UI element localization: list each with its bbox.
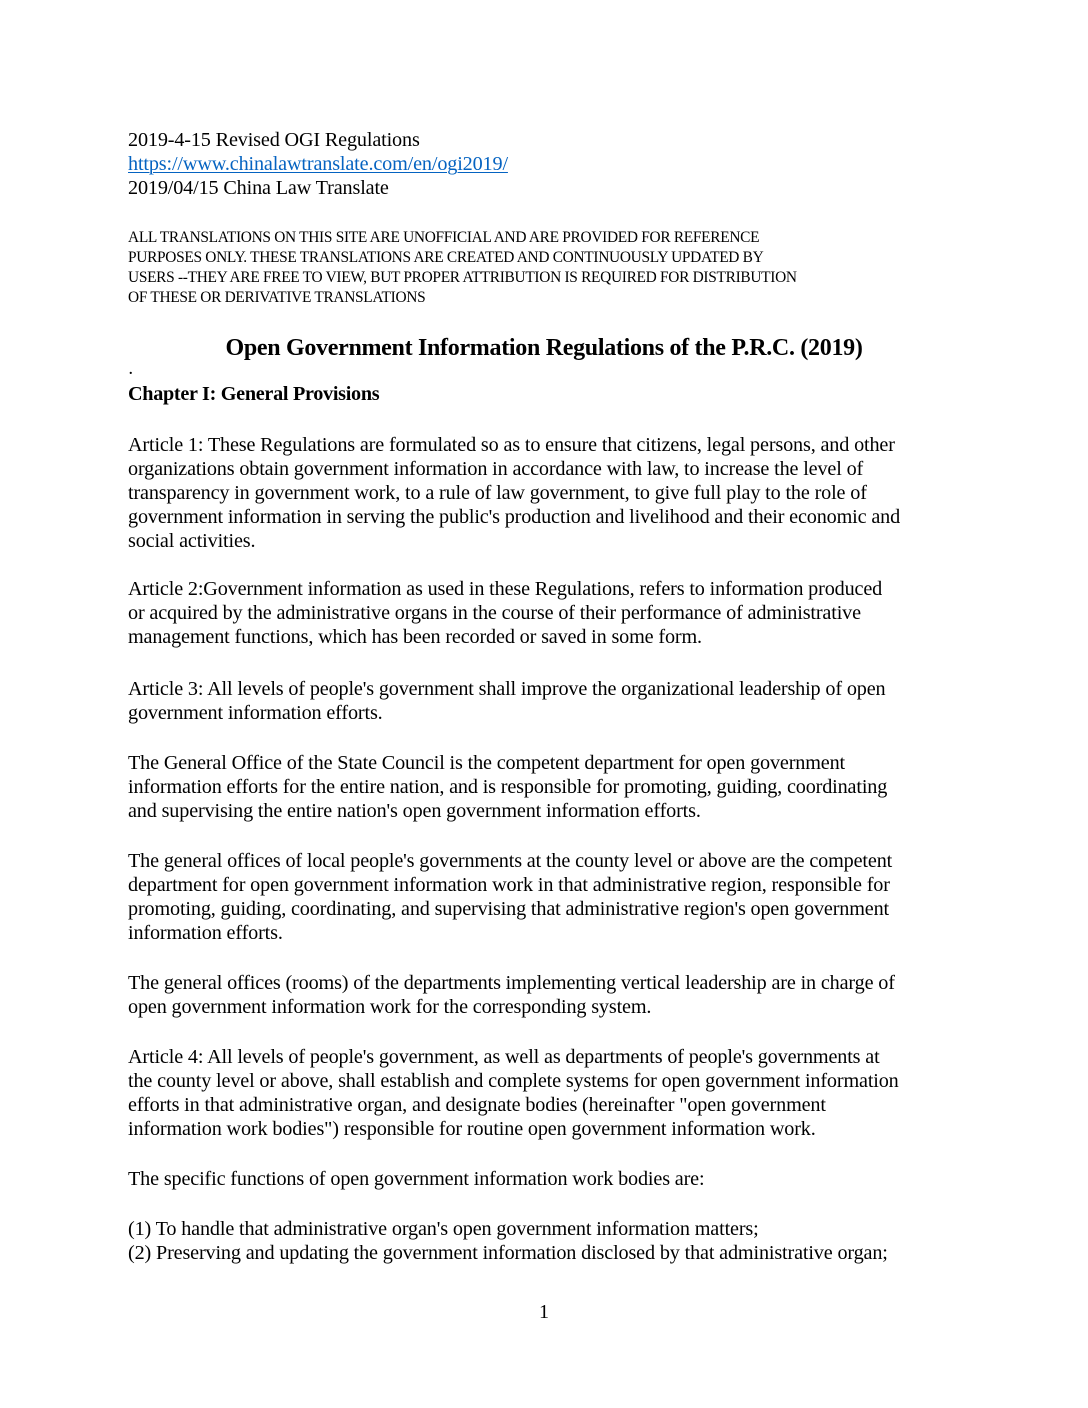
document-header xyxy=(128,128,968,200)
document-title: Open Government Information Regulations of the P.R.C. (2019) xyxy=(225,335,863,361)
article-3-paragraph-3 xyxy=(128,849,968,945)
text-line: Article 2:Government information as used in these Regulations, refers to information produced xyxy=(128,578,883,600)
article-4-paragraph xyxy=(128,1045,968,1141)
text-line: information work bodies") responsible for routine open government information work. xyxy=(128,1118,816,1140)
text-line: government information efforts. xyxy=(128,702,383,724)
text-line: social activities. xyxy=(128,530,256,552)
article-3-paragraph-2 xyxy=(128,751,968,823)
text-line: Article 1: These Regulations are formulated so as to ensure that citizens, legal persons, and other xyxy=(128,434,895,456)
text-line: government information in serving the public's production and livelihood and their economic and xyxy=(128,506,901,528)
article-4-function-list xyxy=(128,1217,968,1265)
text-line: The general offices of local people's governments at the county level or above are the competent xyxy=(128,850,893,872)
article-4-paragraph-2 xyxy=(128,1167,968,1191)
text-line: open government information work for the corresponding system. xyxy=(128,996,652,1018)
text-line: transparency in government work, to a rule of law government, to give full play to the role of xyxy=(128,482,867,504)
article-2-paragraph xyxy=(128,577,968,649)
text-line: The general offices (rooms) of the departments implementing vertical leadership are in charge of xyxy=(128,972,895,994)
text-line: promoting, guiding, coordinating, and supervising that administrative region's open government xyxy=(128,898,890,920)
disclaimer-line: USERS --THEY ARE FREE TO VIEW, BUT PROPER ATTRIBUTION IS REQUIRED FOR DISTRIBUTION xyxy=(128,269,797,286)
text-line: The General Office of the State Council is the competent department for open government xyxy=(128,752,846,774)
article-3-paragraph-4 xyxy=(128,971,968,1019)
text-line: organizations obtain government information in accordance with law, to increase the level of xyxy=(128,458,864,480)
text-line: Article 4: All levels of people's government, as well as departments of people's governments at xyxy=(128,1046,880,1068)
text-line: information efforts for the entire nation, and is responsible for promoting, guiding, coordinating xyxy=(128,776,888,798)
text-line: information efforts. xyxy=(128,922,283,944)
header-date-source: 2019/04/15 China Law Translate xyxy=(128,177,389,199)
source-url-link[interactable]: https://www.chinalawtranslate.com/en/ogi2019/ xyxy=(128,153,508,175)
text-line: Article 3: All levels of people's government shall improve the organizational leadership of open xyxy=(128,678,886,700)
text-line: The specific functions of open government information work bodies are: xyxy=(128,1168,705,1190)
stray-mark: . xyxy=(129,363,133,378)
text-line: and supervising the entire nation's open government information efforts. xyxy=(128,800,701,822)
article-3-paragraph xyxy=(128,677,968,725)
disclaimer-line: ALL TRANSLATIONS ON THIS SITE ARE UNOFFICIAL AND ARE PROVIDED FOR REFERENCE xyxy=(128,229,760,246)
list-item: (2) Preserving and updating the government information disclosed by that administrative organ; xyxy=(128,1242,888,1264)
header-title: 2019-4-15 Revised OGI Regulations xyxy=(128,129,420,151)
list-item: (1) To handle that administrative organ's open government information matters; xyxy=(128,1218,759,1240)
text-line: or acquired by the administrative organs in the course of their performance of administrative xyxy=(128,602,861,624)
page-number: 1 xyxy=(539,1301,549,1323)
chapter-heading: Chapter I: General Provisions xyxy=(128,383,380,405)
text-line: the county level or above, shall establish and complete systems for open government information xyxy=(128,1070,899,1092)
article-1-paragraph xyxy=(128,433,968,553)
text-line: department for open government information work in that administrative region, responsible for xyxy=(128,874,890,896)
disclaimer xyxy=(128,228,797,308)
disclaimer-line: PURPOSES ONLY. THESE TRANSLATIONS ARE CREATED AND CONTINUOUSLY UPDATED BY xyxy=(128,249,764,266)
disclaimer-line: OF THESE OR DERIVATIVE TRANSLATIONS xyxy=(128,289,426,306)
text-line: management functions, which has been recorded or saved in some form. xyxy=(128,626,702,648)
text-line: efforts in that administrative organ, and designate bodies (hereinafter "open government xyxy=(128,1094,826,1116)
